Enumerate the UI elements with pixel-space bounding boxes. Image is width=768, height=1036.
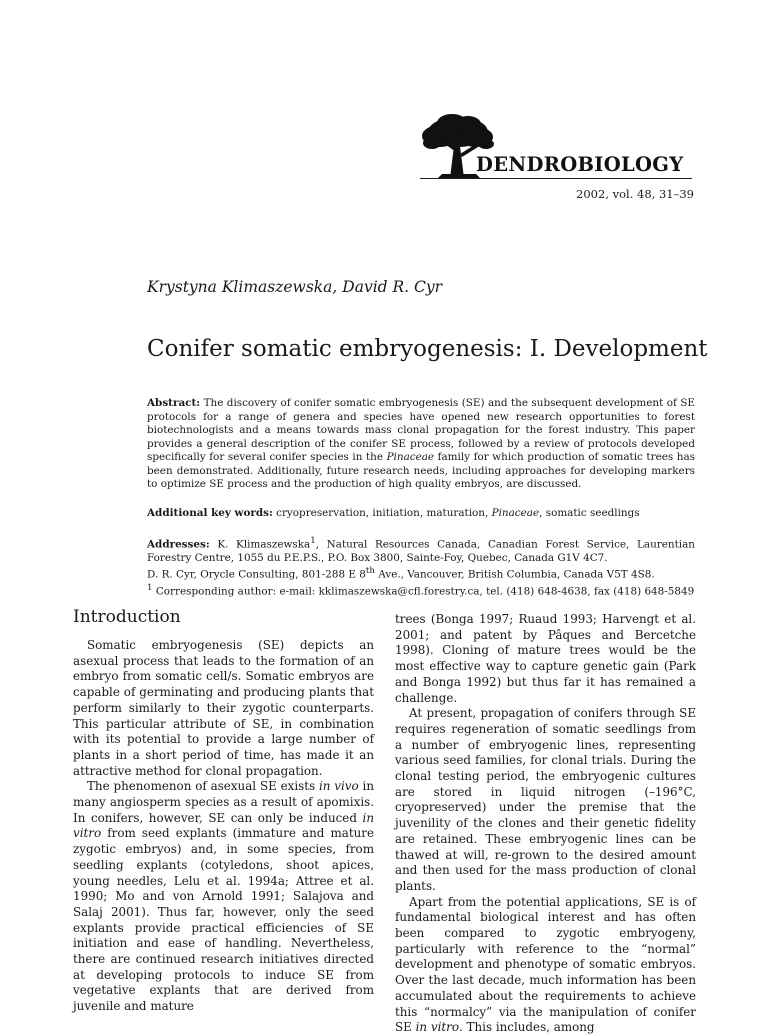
section-heading-introduction: Introduction	[73, 607, 181, 627]
keywords	[147, 507, 695, 521]
header-rule	[420, 178, 692, 179]
corresponding-author: Corresponding author: e-mail: kklimaszewska@cfl.forestry.ca, tel. (418) 648-4638, fax (418) 648-5849	[152, 585, 695, 598]
italic-term: in vitro	[73, 810, 374, 841]
address-text: D. R. Cyr, Orycle Consulting, 801-288 E 8	[147, 568, 366, 581]
footnote-mark: 1	[147, 583, 153, 594]
text-column-left	[73, 638, 374, 1015]
paper-title: Conifer somatic embryogenesis: I. Development	[147, 336, 708, 362]
abstract-text: The discovery of conifer somatic embryogenesis (SE) and the subsequent development of SE protocols for a range of genera and species have opened new research opportunities to forest biotechnologists and a means towards mass clonal propagation for the forest industry. This paper provides a general description of the conifer SE process, followed by a review of protocols developed specifically for several conifer species in the	[147, 397, 695, 463]
text: The phenomenon of asexual SE exists	[87, 779, 319, 794]
abstract-text: family for which production of somatic trees has been demonstrated. Additionally, future research needs, including approaches for developing markers to optimize SE process and the production of high quality embryos, are discussed.	[147, 451, 695, 490]
abstract-label: Abstract:	[147, 397, 201, 409]
journal-logo	[418, 112, 694, 184]
paragraph	[73, 779, 374, 1015]
text: in many angiosperm species as a result of apomixis. In conifers, however, SE can only be induced	[73, 779, 374, 825]
address-text: , Natural Resources Canada, Canadian Forest Service, Laurentian Forestry Centre, 1055 du P.E.P.S., P.O. Box 3800, Sainte-Foy, Quebec, Canada G1V 4C7.	[147, 538, 695, 564]
paragraph: Somatic embryogenesis (SE) depicts an asexual process that leads to the formation of an embryo from somatic cell/s. Somatic embryos are capable of germinating and producing plants that perform similarly to their zygotic counterparts. This particular attribute of SE, in combination with its potential to provide a large number of plants in a short period of time, has made it an attractive method for clonal propagation.	[73, 638, 374, 778]
superscript: th	[365, 566, 375, 577]
text: Apart from the potential applications, SE is of fundamental biological interest and has often been compared to zygotic embryogeny, particularly with reference to the “normal” development and phenotype of somatic embryos. Over the last decade, much information has been accumulated about the requirements to achieve this “normalcy” via the manipulation of conifer SE	[395, 894, 696, 1035]
abstract-italic: Pinaceae	[386, 451, 435, 463]
italic-term: in vivo	[318, 779, 359, 794]
paragraph: trees (Bonga 1997; Ruaud 1993; Harvengt et al. 2001; and patent by Pâques and Bercetche 1998). Cloning of mature trees would be the most effective way to capture genetic gain (Park and Bonga 1992) but thus far it has remained a challenge.	[395, 612, 696, 705]
address-text: K. Klimaszewska	[209, 538, 311, 551]
keywords-text: , somatic seedlings	[539, 507, 640, 519]
text: from seed explants (immature and mature zygotic embryos) and, in some species, from seedling explants (cotyledons, shoot apices, young needles, Lelu et al. 1994a; Attree et al. 1990; Mo and von Arnold 1991; Salajova and Salaj 2001). Thus far, however, only the seed explants provide practical efficiencies of SE initiation and ease of handling. Nevertheless, there are continued research initiatives directed at developing protocols to induce SE from vegetative explants that are derived from juvenile and mature	[73, 826, 374, 1014]
paragraph: At present, propagation of conifers through SE requires regeneration of somatic seedlings from a number of embryogenic lines, representing various seed families, for clonal trials. During the clonal testing period, the embryogenic cultures are stored in liquid nitrogen (–196°C, cryopreserved) under the premise that the juvenility of the clones and their genetic fidelity are retained. These embryogenic lines can be thawed at will, re-grown to the desired amount and then used for the mass production of clonal plants.	[395, 706, 696, 893]
journal-name: DENDROBIOLOGY	[476, 153, 684, 176]
italic-term: in vitro	[415, 1020, 459, 1035]
addresses-label: Addresses:	[147, 538, 210, 551]
keywords-italic: Pinaceae	[491, 507, 540, 519]
citation-line: 2002, vol. 48, 31–39	[576, 187, 694, 201]
addresses	[147, 535, 695, 599]
abstract	[147, 397, 695, 492]
keywords-text: cryopreservation, initiation, maturation,	[272, 507, 492, 519]
author-list: Krystyna Klimaszewska, David R. Cyr	[147, 278, 443, 296]
footnote-mark: 1	[310, 536, 316, 546]
paragraph	[395, 895, 696, 1036]
keywords-label: Additional key words:	[147, 507, 273, 519]
text-column-right	[395, 612, 696, 1036]
address-text: Ave., Vancouver, British Columbia, Canada V5T 4S8.	[374, 568, 655, 581]
text: . This includes, among	[459, 1020, 595, 1035]
